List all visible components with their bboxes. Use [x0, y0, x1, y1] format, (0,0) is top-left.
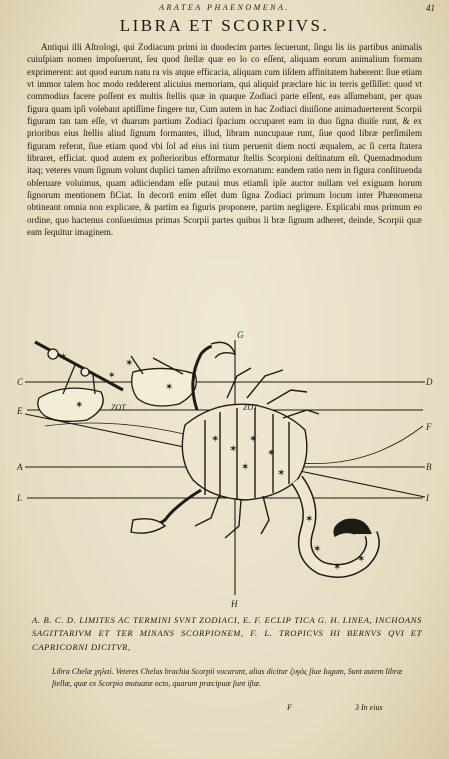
zot-label-right: ZOT [243, 403, 258, 412]
svg-text:✶: ✶ [165, 382, 174, 393]
letter-h: H [231, 599, 238, 609]
letter-d: D [426, 377, 433, 387]
svg-text:✶: ✶ [75, 400, 84, 411]
woodcut-illustration [15, 330, 435, 610]
running-head [0, 3, 449, 15]
figure-note: Libra Chelæ χηλαί. Veteres Chelas brachia Scorpii vocarunt, alias dicitur ζυγὸς ſiue Iugum, Sunt autem libræ ſtellæ, quæ ex Scorpio mutuatæ octo, quarum præcipuæ ſunt iſtæ. [52, 667, 403, 688]
svg-text:✶: ✶ [333, 562, 342, 573]
svg-text:✶: ✶ [211, 434, 220, 445]
svg-text:✶: ✶ [305, 514, 314, 525]
letter-l: L [17, 493, 23, 503]
body-text [27, 41, 422, 239]
body-paragraph: Antiqui illi Aſtrologi, qui Zodiacum primi in duodecim partes ſecuerunt, ſingu lis iis partibus animalis cuiuſpiam nomen impoſuerunt, ſeu quod ſtellæ quæ eo lo co eſſent, aliquam eorum animalium formam exprimerent: aut quod earum natu ra vis atque efficacia, aliquam cum iiſdem affinitatem haberent: ſiue etiam vt immor talem hoc modo redderent alicuius memoriam, qui aliquid præclare hic in terris geſſiſſet: quod vt commodius facere poſſent ex multis ſtellis quæ in quaque Zodiaci parte eſſent, eas aſſumebant, per quas figura quam ipſi volebant aptiſſime fingere tur, Cum autem in hac Zodiaci diuiſione animaduerterent Scorpii figuram tan tam eſſe, vt duarum partium Zodiaci ſpacium occuparet eam in duo ſigna diuiſe runt, & ex prioribus eius ſtellis aliud ſignum formantes, illud, libram nuncupaue runt, ſiue quod libræ perſimilem figuram referat, ſiue etiam quod vbi ſol ad eius ini tium peruenit diem nocti æqualem, ac ſi certa ſtatera libraret, efficiat. quod autem ex poſterioribus efformatur ſtellis Scorpioni deſtinatum eſt. Quemadmodum itaq; veteres vnum ſignum volunt duplici tamen aſtriſmo exornatum: eandem ratio nem in figura conſtituenda obſeruare voluimus, quam adiiciendam eſſe putaui mus etiamſi ipſe auctor nullam vel exiguam horum ſignorum mentionem fiCiat. In decorū enim eſſet dum ſigna Zodiaci primum locum inter Phænomena obtineant omnia non explicare, & partim ea figuris proponere, partim negligere. Explicabi mus primum eo ordine, quo hactenus conſueuimus primas Scorpii partes quibus li bræ ſignum adheret, deinde, Scorpii quæ eam ſequitur imaginem. [27, 42, 422, 238]
svg-text:✶: ✶ [313, 544, 322, 555]
letter-a: A [17, 462, 23, 472]
catchword: 3 In eius [355, 703, 383, 712]
libra-scorpius-woodcut [15, 330, 435, 610]
signature-mark: F [287, 703, 292, 712]
svg-text:✶: ✶ [249, 434, 258, 445]
svg-text:✶: ✶ [59, 352, 68, 363]
running-head-title: ARATEA PHAENOMENA. [159, 3, 290, 12]
svg-text:✶: ✶ [357, 554, 366, 565]
letter-g: G [237, 330, 244, 340]
svg-text:✶: ✶ [267, 448, 276, 459]
zot-label-left: ZOT [111, 403, 126, 412]
svg-text:✶: ✶ [277, 468, 286, 479]
chapter-heading: LIBRA ET SCORPIVS. [119, 16, 330, 35]
svg-text:✶: ✶ [125, 358, 134, 369]
letter-e: E [17, 406, 23, 416]
page-number: 41 [426, 3, 435, 13]
svg-text:✶: ✶ [241, 462, 250, 473]
figure-caption: A. B. C. D. LIMITES AC TERMINI SVNT ZODIACI, E. F. ECLIP TICA G. H. LINEA, INCHOANS SAGITTARIVM ET TER MINANS SCORPIONEM, F. L. TROPICVS HI BERNVS QVI ET CAPRICORNI DICITVR, [32, 615, 422, 652]
letter-f: F [426, 422, 432, 432]
letter-i: I [426, 493, 429, 503]
svg-text:✶: ✶ [108, 370, 116, 380]
page-footer [0, 703, 449, 715]
svg-text:✶: ✶ [229, 444, 238, 455]
letter-c: C [17, 377, 24, 387]
letter-b: B [426, 462, 432, 472]
